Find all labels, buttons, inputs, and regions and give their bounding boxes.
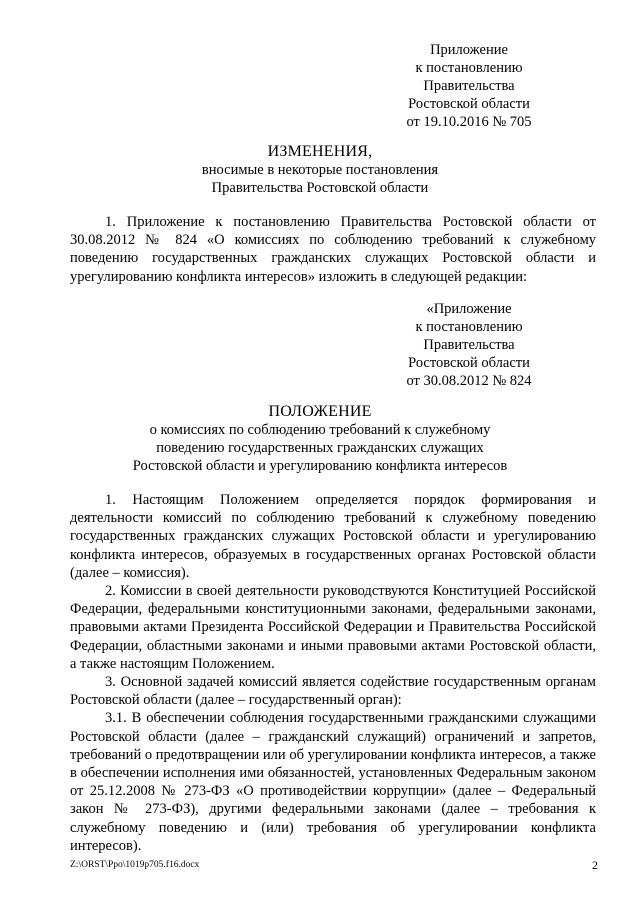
regulation-subtitle-line: о комиссиях по соблюдению требований к служебному — [149, 422, 491, 438]
changes-title: ИЗМЕНЕНИЯ, — [267, 143, 373, 160]
annex-line: «Приложение — [426, 301, 512, 317]
changes-subtitle-line: Правительства Ростовской области — [211, 180, 429, 196]
changes-heading — [70, 143, 570, 197]
changes-subtitle-line: вносимые в некоторые постановления — [201, 162, 439, 178]
annex-line: Ростовской области — [408, 355, 530, 371]
annex-header-inner — [364, 300, 574, 390]
annex-line: от 19.10.2016 № 705 — [406, 114, 532, 130]
annex-line: Правительства — [423, 78, 515, 94]
regulation-text — [70, 491, 596, 855]
paragraph: 2. Комиссии в своей деятельности руководствуются Конституцией Российской Федерации, федеральными конституционными законами, федеральными законами, правовыми актами Президента Российской Федерации и Правительства Российской Федерации, областными законами и иными правовыми актами Ростовской области, а также настоящим Положением. — [70, 583, 596, 672]
file-path: Z:\ORST\Ppo\1019p705.f16.docx — [70, 860, 200, 870]
annex-line: к постановлению — [415, 60, 523, 76]
regulation-subtitle-line: поведению государственных гражданских служащих — [156, 440, 484, 456]
annex-line: Ростовской области — [408, 96, 530, 112]
annex-line: Приложение — [430, 42, 508, 58]
annex-header-top — [364, 41, 574, 131]
regulation-title: ПОЛОЖЕНИЕ — [268, 403, 372, 420]
paragraph: 3.1. В обеспечении соблюдения государственными гражданскими служащими Ростовской области (далее – гражданский служащий) ограничений и запретов, требований о предотвращении или об урегулировании конфликта интересов, а также в обеспечении исполнения ими обязанностей, установленных Федеральным законом от 25.12.2008 № 273-ФЗ «О противодействии коррупции» (далее – Федеральный закон № 273-ФЗ), другими федеральными законами (далее – требования к служебному поведению и (или) требования об урегулировании конфликта интересов). — [70, 710, 596, 854]
regulation-heading — [70, 403, 570, 475]
annex-line: от 30.08.2012 № 824 — [406, 373, 532, 389]
paragraph: 1. Настоящим Положением определяется порядок формирования и деятельности комиссий по соблюдению требований к служебному поведению государственных гражданских служащих Ростовской области и урегулированию конфликта интересов, образуемых в государственных органах Ростовской области (далее – комиссия). — [70, 492, 596, 581]
annex-line: к постановлению — [415, 319, 523, 335]
intro-text — [70, 213, 596, 286]
annex-line: Правительства — [423, 337, 515, 353]
paragraph: 1. Приложение к постановлению Правительства Ростовской области от 30.08.2012 № 824 «О комиссиях по соблюдению требований к служебному поведению государственных гражданских служащих Ростовской области и урегулированию конфликта интересов» изложить в следующей редакции: — [70, 214, 596, 285]
paragraph: 3. Основной задачей комиссий является содействие государственным органам Ростовской области (далее – государственный орган): — [70, 674, 596, 709]
page-number: 2 — [592, 858, 598, 872]
regulation-subtitle-line: Ростовской области и урегулированию конфликта интересов — [132, 458, 508, 474]
